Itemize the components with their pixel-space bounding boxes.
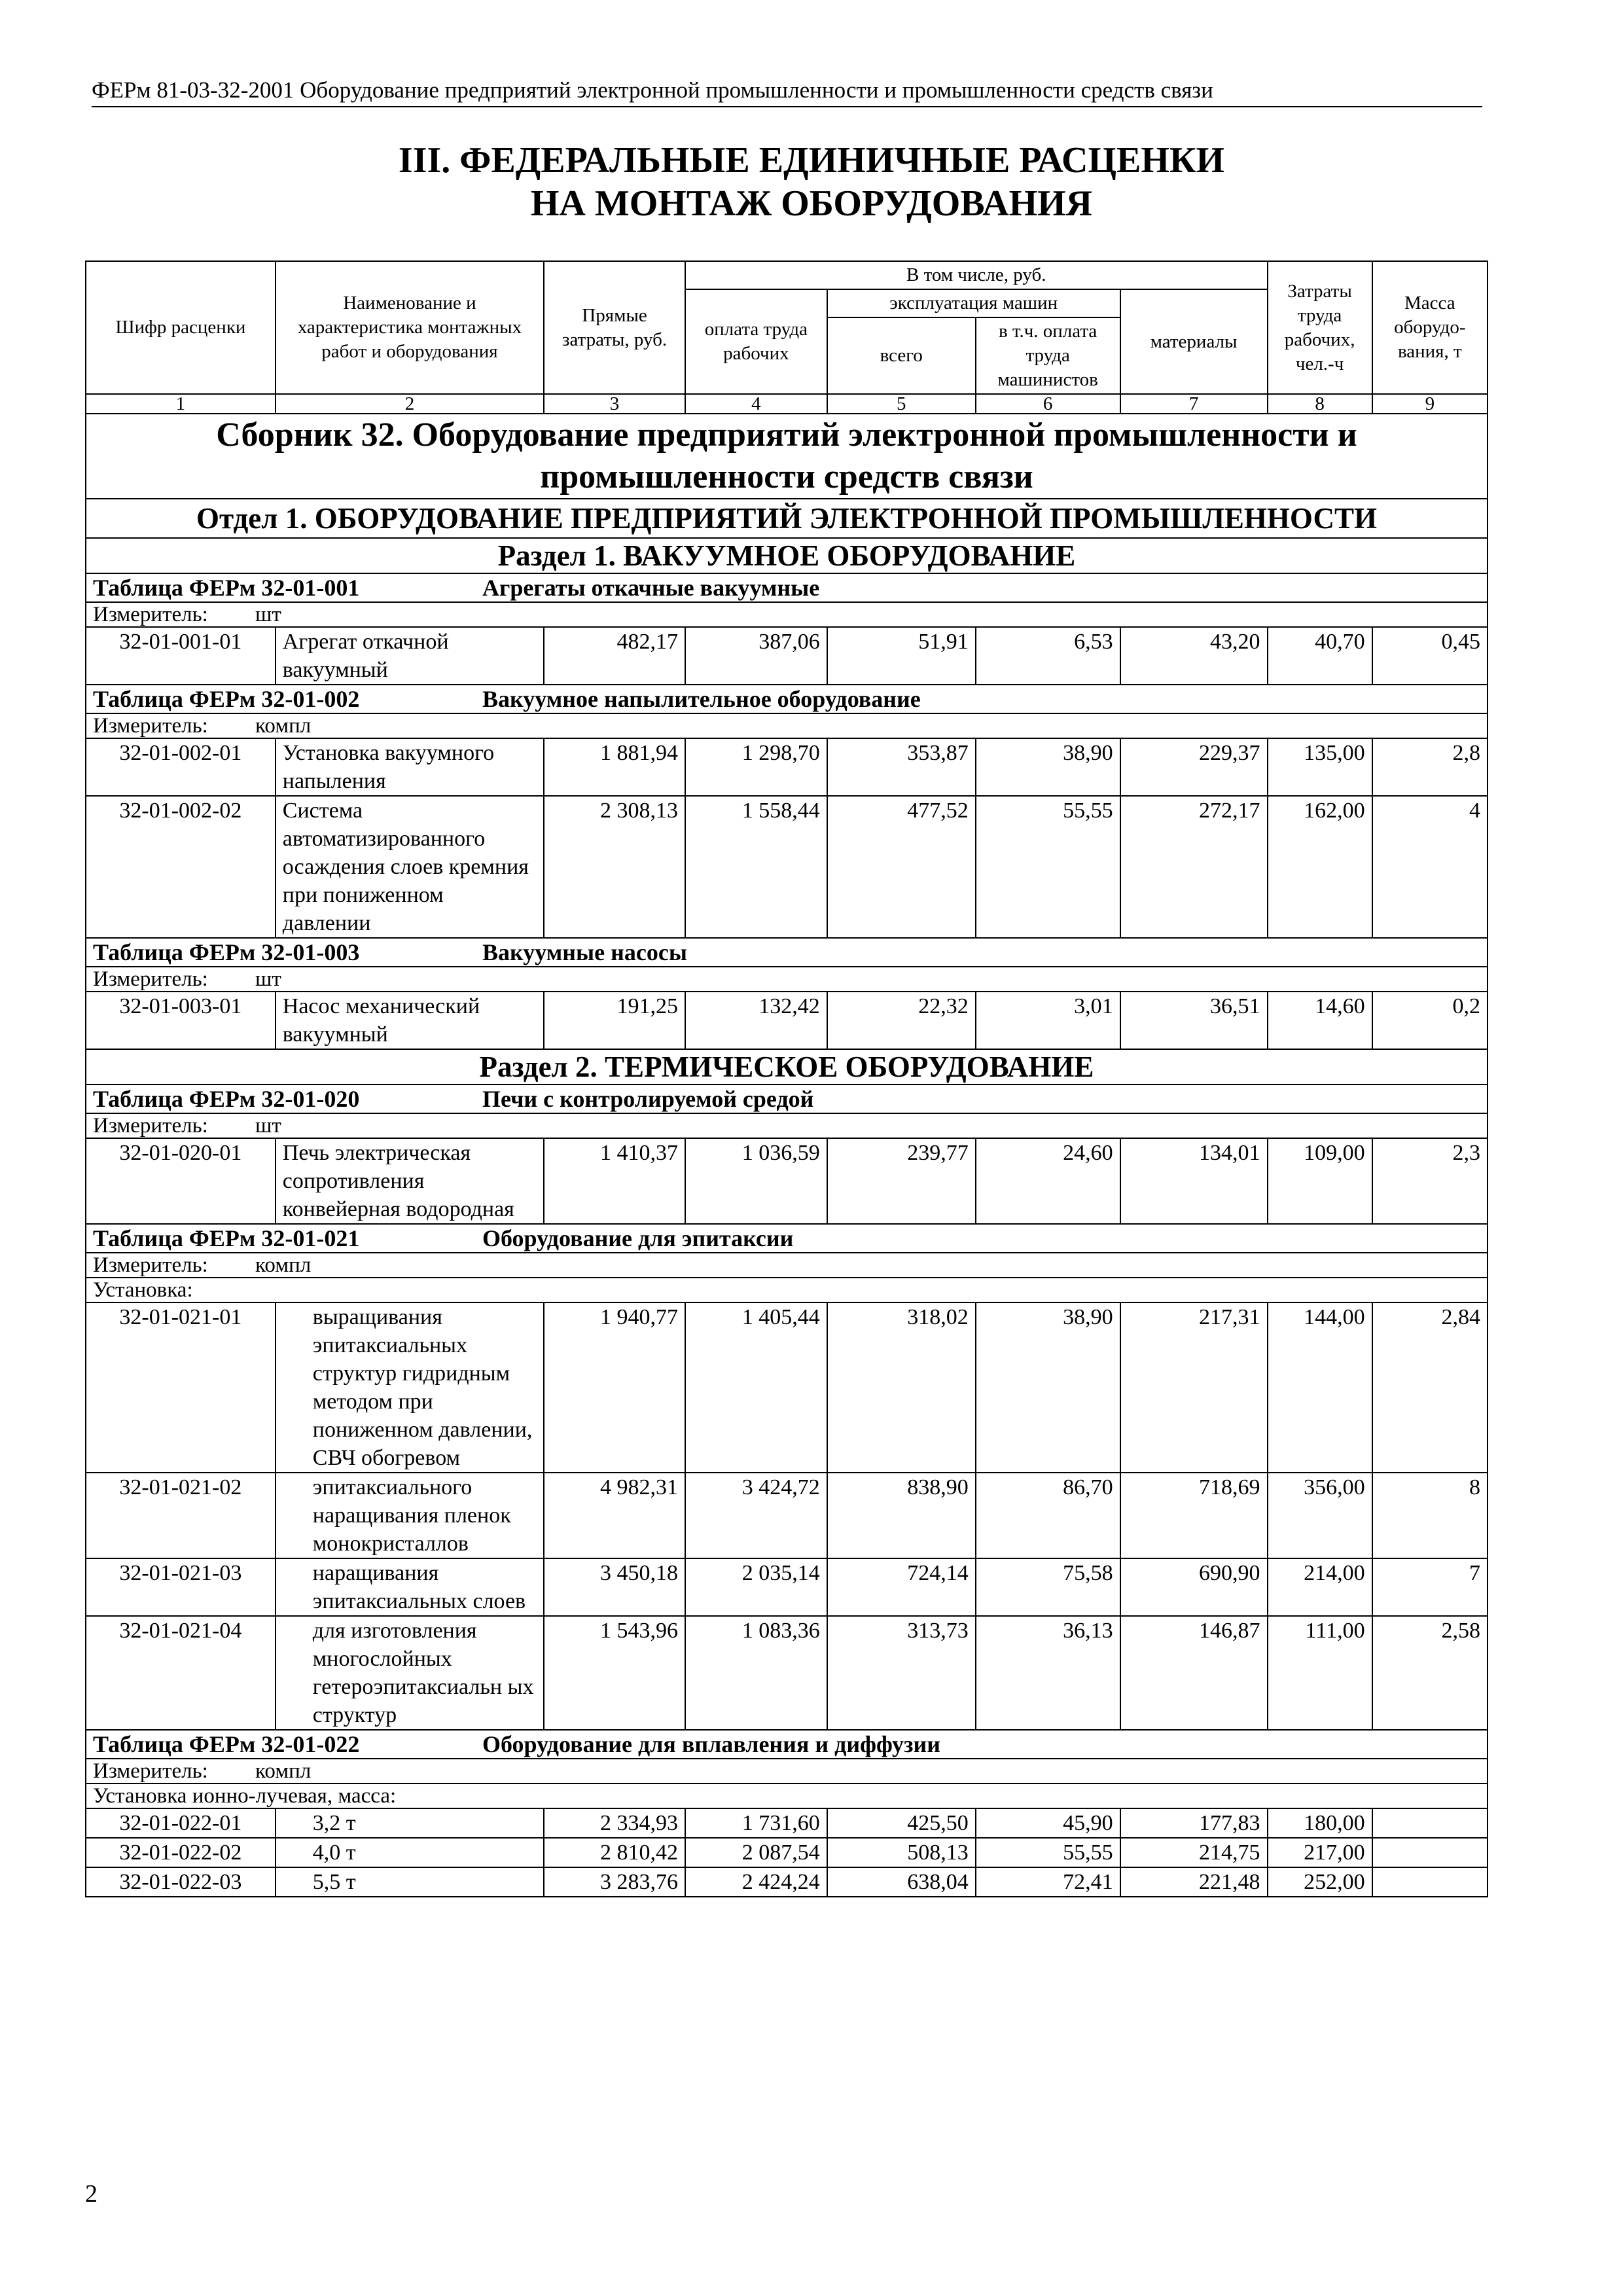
mass: 7 (1372, 1558, 1488, 1616)
mass (1372, 1808, 1488, 1838)
measure-unit: компл (255, 1759, 312, 1783)
machinists-wages: 55,55 (976, 796, 1120, 938)
work-name: Система автоматизированного осаждения слоев кремния при пониженном давлении (276, 796, 544, 938)
header-direct-costs: Прямые затраты, руб. (544, 261, 685, 394)
header-materials: материалы (1120, 289, 1268, 394)
installation-subheading: Установка ионно-лучевая, масса: (86, 1784, 1488, 1808)
table-title: Вакуумное напылительное оборудование (482, 686, 921, 712)
table-row (86, 1838, 1488, 1867)
table-code: Таблица ФЕРм 32-01-003 (93, 939, 360, 965)
machines-total: 425,50 (827, 1808, 976, 1838)
materials: 146,87 (1120, 1616, 1268, 1730)
measure-label: Измеритель: (93, 967, 208, 991)
direct-costs: 3 450,18 (544, 1558, 685, 1616)
mass: 4 (1372, 796, 1488, 938)
materials: 217,31 (1120, 1302, 1268, 1473)
machines-total: 508,13 (827, 1838, 976, 1867)
col-number: 8 (1268, 394, 1372, 414)
table-title: Печи с контролируемой средой (482, 1086, 814, 1112)
labor: 109,00 (1268, 1138, 1372, 1224)
measure-label: Измеритель: (93, 1759, 208, 1783)
wages: 2 035,14 (685, 1558, 827, 1616)
mass: 2,8 (1372, 738, 1488, 796)
wages: 1 558,44 (685, 796, 827, 938)
machinists-wages: 75,58 (976, 1558, 1120, 1616)
measure-row (86, 602, 1488, 627)
wages: 2 087,54 (685, 1838, 827, 1867)
rate-code: 32-01-021-02 (86, 1473, 276, 1558)
table-code: Таблица ФЕРм 32-01-022 (93, 1731, 360, 1757)
table-code: Таблица ФЕРм 32-01-002 (93, 686, 360, 712)
machinists-wages: 55,55 (976, 1838, 1120, 1867)
installation-subheading: Установка: (86, 1278, 1488, 1302)
col-number: 2 (276, 394, 544, 414)
rate-code: 32-01-021-01 (86, 1302, 276, 1473)
measure-label: Измеритель: (93, 714, 208, 738)
table-code: Таблица ФЕРм 32-01-001 (93, 575, 360, 601)
mass: 2,3 (1372, 1138, 1488, 1224)
machines-total: 51,91 (827, 627, 976, 685)
rate-code: 32-01-021-03 (86, 1558, 276, 1616)
running-header: ФЕРм 81-03-32-2001 Оборудование предприятий электронной промышленности и промышленности средств связи (92, 77, 1482, 107)
materials: 272,17 (1120, 796, 1268, 938)
table-row (86, 1138, 1488, 1224)
table-title: Оборудование для эпитаксии (482, 1225, 794, 1251)
table-row (86, 796, 1488, 938)
materials: 134,01 (1120, 1138, 1268, 1224)
direct-costs: 482,17 (544, 627, 685, 685)
direct-costs: 1 881,94 (544, 738, 685, 796)
materials: 221,48 (1120, 1867, 1268, 1897)
materials: 43,20 (1120, 627, 1268, 685)
machines-total: 477,52 (827, 796, 976, 938)
work-name: 4,0 т (276, 1838, 544, 1867)
header-machines-total: всего (827, 317, 976, 394)
collection-title: Сборник 32. Оборудование предприятий электронной промышленности и промышленности средств связи (86, 414, 1488, 499)
mass: 2,58 (1372, 1616, 1488, 1730)
direct-costs: 1 543,96 (544, 1616, 685, 1730)
table-heading (86, 1085, 1488, 1113)
wages: 1 298,70 (685, 738, 827, 796)
col-number: 9 (1372, 394, 1488, 414)
direct-costs: 2 810,42 (544, 1838, 685, 1867)
rate-code: 32-01-002-02 (86, 796, 276, 938)
table-row (86, 992, 1488, 1049)
wages: 387,06 (685, 627, 827, 685)
measure-unit: шт (255, 603, 281, 626)
header-labor: Затраты труда рабочих, чел.-ч (1268, 261, 1372, 394)
table-heading (86, 685, 1488, 713)
materials: 177,83 (1120, 1808, 1268, 1838)
machinists-wages: 24,60 (976, 1138, 1120, 1224)
mass: 0,2 (1372, 992, 1488, 1049)
machinists-wages: 3,01 (976, 992, 1120, 1049)
measure-row (86, 1759, 1488, 1784)
work-name: 5,5 т (276, 1867, 544, 1897)
section-title: Раздел 1. ВАКУУМНОЕ ОБОРУДОВАНИЕ (86, 538, 1488, 573)
machinists-wages: 36,13 (976, 1616, 1120, 1730)
table-row (86, 1558, 1488, 1616)
header-code: Шифр расценки (86, 261, 276, 394)
labor: 356,00 (1268, 1473, 1372, 1558)
header-machinists-wages: в т.ч. оплата труда машинистов (976, 317, 1120, 394)
machinists-wages: 38,90 (976, 738, 1120, 796)
rate-code: 32-01-003-01 (86, 992, 276, 1049)
measure-unit: шт (255, 967, 281, 991)
machinists-wages: 6,53 (976, 627, 1120, 685)
measure-row (86, 967, 1488, 992)
department-title: Отдел 1. ОБОРУДОВАНИЕ ПРЕДПРИЯТИЙ ЭЛЕКТРОННОЙ ПРОМЫШЛЕННОСТИ (86, 499, 1488, 538)
machines-total: 318,02 (827, 1302, 976, 1473)
rate-code: 32-01-022-01 (86, 1808, 276, 1838)
col-number: 1 (86, 394, 276, 414)
work-name: выращивания эпитаксиальных структур гидридным методом при пониженном давлении, СВЧ обогревом (276, 1302, 544, 1473)
mass: 0,45 (1372, 627, 1488, 685)
section-title: Раздел 2. ТЕРМИЧЕСКОЕ ОБОРУДОВАНИЕ (86, 1049, 1488, 1085)
labor: 180,00 (1268, 1808, 1372, 1838)
work-name: Печь электрическая сопротивления конвейерная водородная (276, 1138, 544, 1224)
rate-code: 32-01-022-02 (86, 1838, 276, 1867)
header-name: Наименование и характеристика монтажных работ и оборудования (276, 261, 544, 394)
table-row (86, 1867, 1488, 1897)
page-number: 2 (85, 2180, 98, 2208)
measure-row (86, 1253, 1488, 1278)
labor: 162,00 (1268, 796, 1372, 938)
materials: 36,51 (1120, 992, 1268, 1049)
table-title: Оборудование для вплавления и диффузии (482, 1731, 940, 1757)
wages: 1 083,36 (685, 1616, 827, 1730)
table-header (86, 261, 1488, 414)
machinists-wages: 86,70 (976, 1473, 1120, 1558)
col-number: 6 (976, 394, 1120, 414)
page-title: III. ФЕДЕРАЛЬНЫЕ ЕДИНИЧНЫЕ РАСЦЕНКИ (398, 140, 1225, 181)
labor: 111,00 (1268, 1616, 1372, 1730)
labor: 14,60 (1268, 992, 1372, 1049)
table-heading (86, 1730, 1488, 1759)
table-heading (86, 938, 1488, 967)
table-code: Таблица ФЕРм 32-01-020 (93, 1086, 360, 1112)
rate-code: 32-01-020-01 (86, 1138, 276, 1224)
measure-unit: шт (255, 1114, 281, 1138)
table-row (86, 1808, 1488, 1838)
rates-table (85, 260, 1488, 1897)
work-name: Агрегат откачной вакуумный (276, 627, 544, 685)
measure-row (86, 713, 1488, 738)
measure-label: Измеритель: (93, 1114, 208, 1138)
labor: 252,00 (1268, 1867, 1372, 1897)
header-including: В том числе, руб. (685, 261, 1268, 289)
header-mass: Масса оборудо-вания, т (1372, 261, 1488, 394)
materials: 214,75 (1120, 1838, 1268, 1867)
materials: 229,37 (1120, 738, 1268, 796)
measure-unit: компл (255, 714, 312, 738)
machines-total: 353,87 (827, 738, 976, 796)
direct-costs: 3 283,76 (544, 1867, 685, 1897)
table-title: Вакуумные насосы (482, 939, 687, 965)
direct-costs: 4 982,31 (544, 1473, 685, 1558)
wages: 3 424,72 (685, 1473, 827, 1558)
table-heading (86, 1224, 1488, 1253)
direct-costs: 1 410,37 (544, 1138, 685, 1224)
col-number: 4 (685, 394, 827, 414)
rate-code: 32-01-021-04 (86, 1616, 276, 1730)
direct-costs: 191,25 (544, 992, 685, 1049)
work-name: наращивания эпитаксиальных слоев (276, 1558, 544, 1616)
labor: 40,70 (1268, 627, 1372, 685)
table-row (86, 738, 1488, 796)
table-row (86, 1302, 1488, 1473)
machines-total: 313,73 (827, 1616, 976, 1730)
measure-label: Измеритель: (93, 1253, 208, 1277)
column-numbers-row (86, 394, 1488, 414)
col-number: 5 (827, 394, 976, 414)
col-number: 3 (544, 394, 685, 414)
materials: 718,69 (1120, 1473, 1268, 1558)
labor: 214,00 (1268, 1558, 1372, 1616)
machines-total: 838,90 (827, 1473, 976, 1558)
rate-code: 32-01-022-03 (86, 1867, 276, 1897)
work-name: Установка вакуумного напыления (276, 738, 544, 796)
mass (1372, 1838, 1488, 1867)
wages: 1 036,59 (685, 1138, 827, 1224)
table-row (86, 627, 1488, 685)
header-wages: оплата труда рабочих (685, 289, 827, 394)
machinists-wages: 45,90 (976, 1808, 1120, 1838)
table-heading (86, 573, 1488, 602)
col-number: 7 (1120, 394, 1268, 414)
work-name: эпитаксиального наращивания пленок монокристаллов (276, 1473, 544, 1558)
mass: 2,84 (1372, 1302, 1488, 1473)
measure-label: Измеритель: (93, 603, 208, 626)
machines-total: 638,04 (827, 1867, 976, 1897)
rate-code: 32-01-001-01 (86, 627, 276, 685)
direct-costs: 2 334,93 (544, 1808, 685, 1838)
machinists-wages: 38,90 (976, 1302, 1120, 1473)
mass: 8 (1372, 1473, 1488, 1558)
labor: 144,00 (1268, 1302, 1372, 1473)
machines-total: 239,77 (827, 1138, 976, 1224)
work-name: Насос механический вакуумный (276, 992, 544, 1049)
wages: 1 405,44 (685, 1302, 827, 1473)
machinists-wages: 72,41 (976, 1867, 1120, 1897)
machines-total: 22,32 (827, 992, 976, 1049)
wages: 132,42 (685, 992, 827, 1049)
table-code: Таблица ФЕРм 32-01-021 (93, 1225, 360, 1251)
materials: 690,90 (1120, 1558, 1268, 1616)
work-name: для изготовления многослойных гетероэпитаксиальн ых структур (276, 1616, 544, 1730)
table-title: Агрегаты откачные вакуумные (482, 575, 820, 601)
direct-costs: 1 940,77 (544, 1302, 685, 1473)
wages: 1 731,60 (685, 1808, 827, 1838)
page-subtitle: НА МОНТАЖ ОБОРУДОВАНИЯ (530, 183, 1093, 224)
measure-row (86, 1113, 1488, 1138)
table-row (86, 1616, 1488, 1730)
machines-total: 724,14 (827, 1558, 976, 1616)
work-name: 3,2 т (276, 1808, 544, 1838)
rate-code: 32-01-002-01 (86, 738, 276, 796)
labor: 135,00 (1268, 738, 1372, 796)
table-row (86, 1473, 1488, 1558)
mass (1372, 1867, 1488, 1897)
wages: 2 424,24 (685, 1867, 827, 1897)
measure-unit: компл (255, 1253, 312, 1277)
direct-costs: 2 308,13 (544, 796, 685, 938)
header-machines: эксплуатация машин (827, 289, 1120, 317)
labor: 217,00 (1268, 1838, 1372, 1867)
